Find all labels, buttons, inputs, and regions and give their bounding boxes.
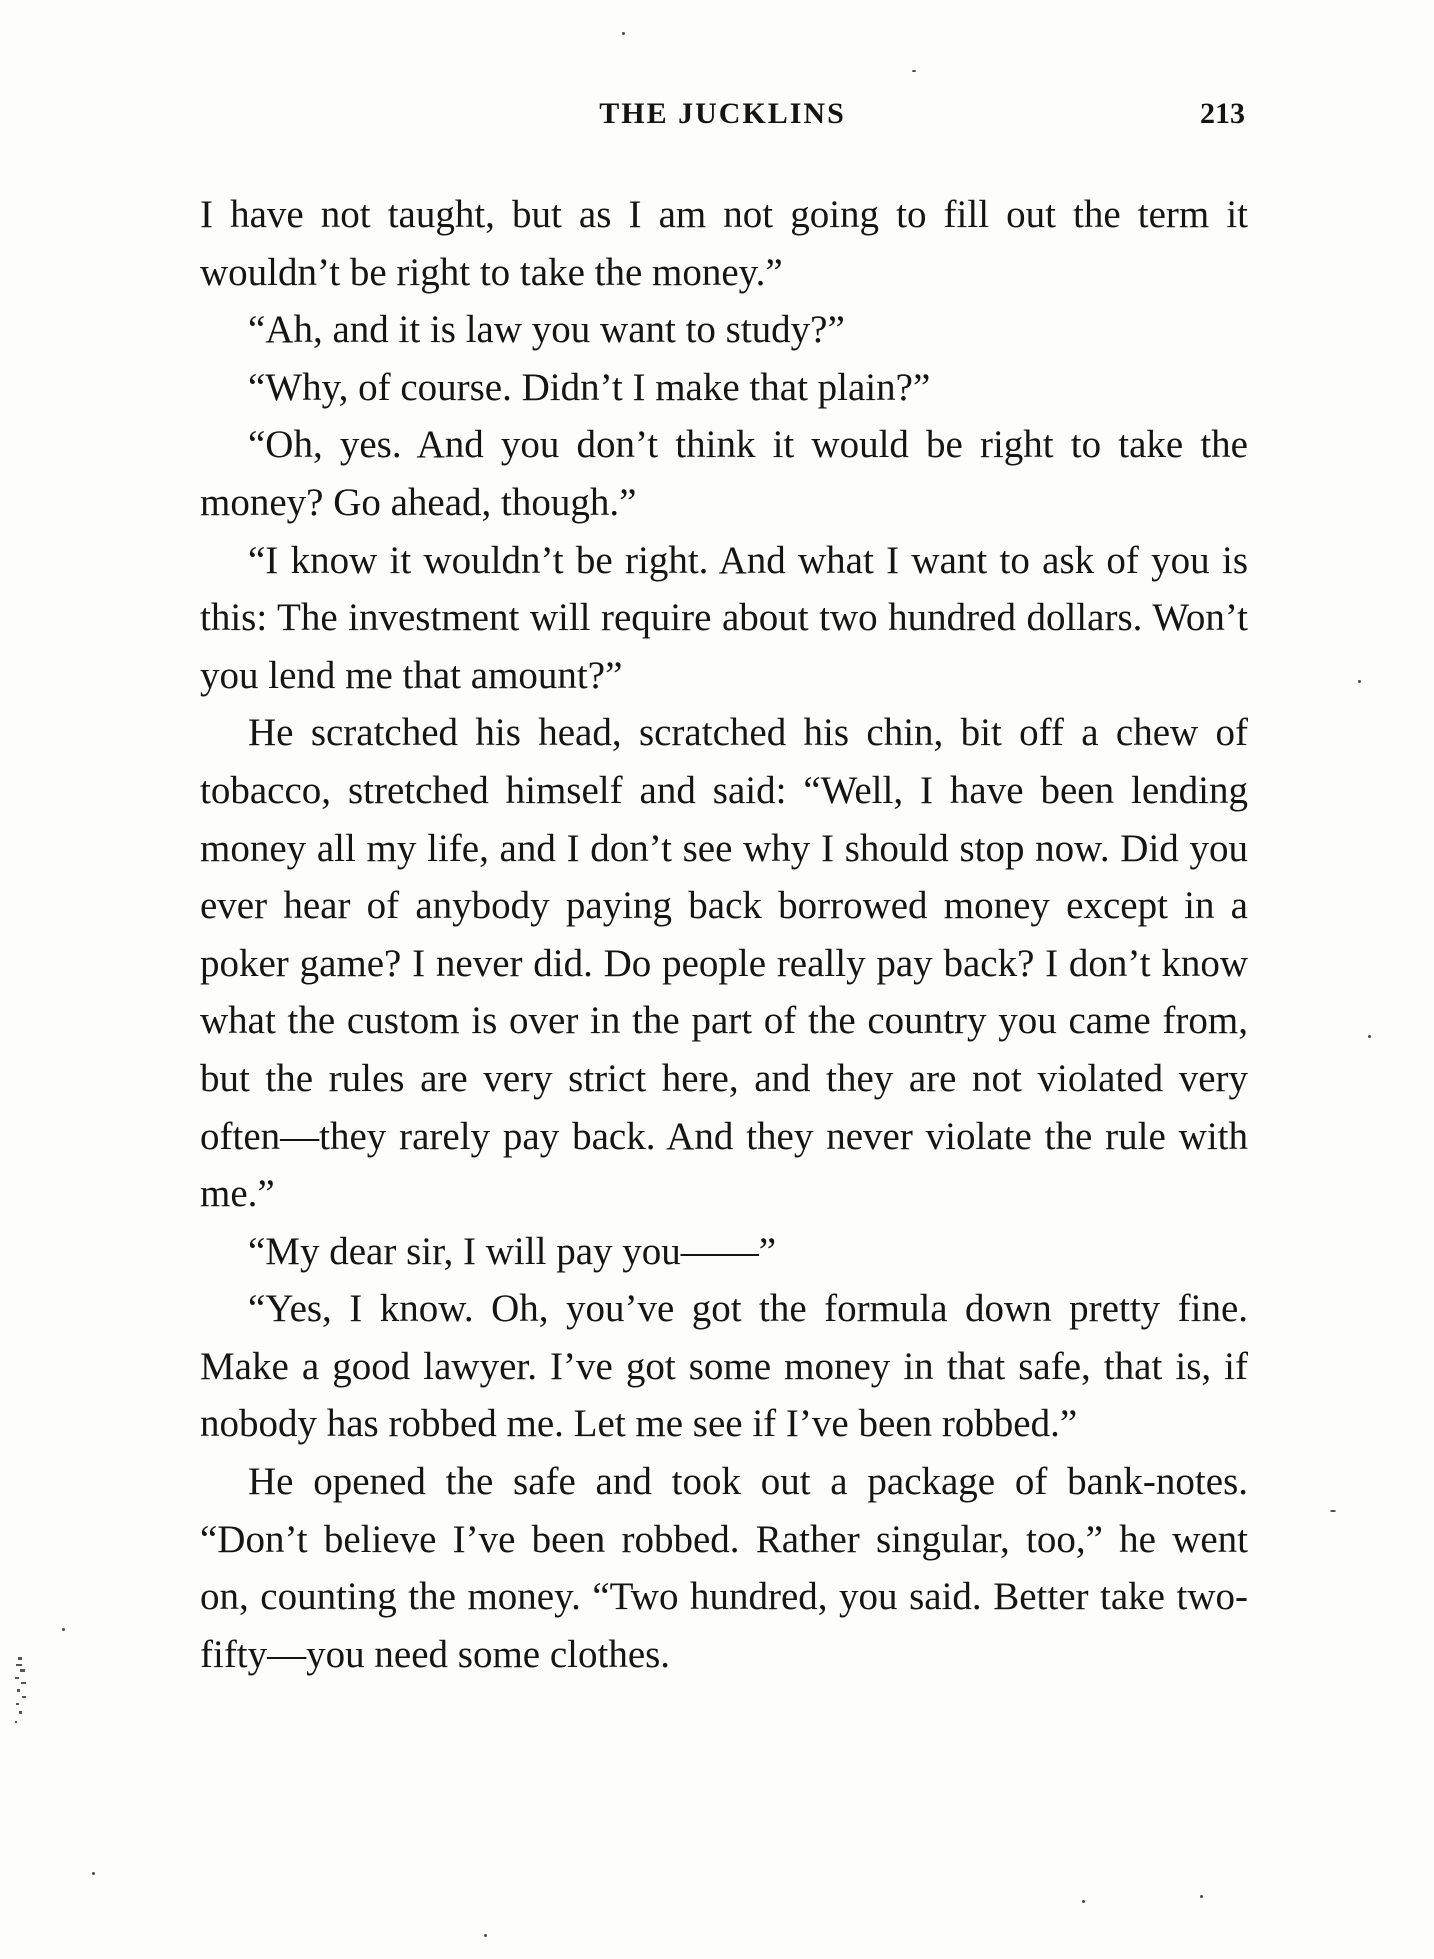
running-title: THE JUCKLINS bbox=[599, 97, 846, 130]
paragraph: “Oh, yes. And you don’t think it would be right to take the money? Go ahead, though.” bbox=[200, 423, 1248, 524]
body-text bbox=[200, 186, 1248, 1683]
scan-speck bbox=[1368, 1035, 1371, 1038]
paragraph: He scratched his head, scratched his chin, bit off a chew of tobacco, stretched himself and said: “Well, I have been lending money all my life, and I don’t see why I should stop now. Did you ever hear of anybody paying back borrowed money except in a poker game? I never did. Do people really pay back? I don’t know what the custom is over in the part of the country you came from, but the rules are very strict here, and they are not violated very often—they rarely pay back. And they never violate the rule with me.” bbox=[200, 711, 1248, 1216]
paragraph: “Why, of course. Didn’t I make that plain?” bbox=[248, 365, 931, 409]
scan-speck bbox=[1330, 1510, 1336, 1512]
paragraph: “Yes, I know. Oh, you’ve got the formula down pretty fine. Make a good lawyer. I’ve got some money in that safe, that is, if nobody has robbed me. Let me see if I’ve been robbed.” bbox=[200, 1287, 1248, 1446]
scan-speck bbox=[1358, 680, 1361, 683]
scan-speck bbox=[1082, 1900, 1085, 1903]
paragraph-continued: I have not taught, but as I am not going to fill out the term it wouldn’t be right to take the money.” bbox=[200, 193, 1248, 294]
page-number: 213 bbox=[1200, 97, 1245, 130]
margin-scan-marks bbox=[10, 1655, 34, 1735]
page-header bbox=[200, 97, 1245, 141]
paragraph: “Ah, and it is law you want to study?” bbox=[248, 308, 845, 352]
scan-speck bbox=[62, 1628, 65, 1631]
paragraph: “I know it wouldn’t be right. And what I want to ask of you is this: The investment will require about two hundred dollars. Won’t you lend me that amount?” bbox=[200, 538, 1248, 697]
scan-speck bbox=[912, 70, 916, 72]
scan-speck bbox=[484, 1934, 487, 1937]
scan-speck bbox=[92, 1872, 95, 1875]
scan-speck bbox=[622, 32, 625, 35]
scan-speck bbox=[1200, 1895, 1203, 1898]
paragraph: “My dear sir, I will pay you——” bbox=[248, 1229, 777, 1273]
paragraph: He opened the safe and took out a package of bank-notes. “Don’t believe I’ve been robbed. Rather singular, too,” he went on, counting the money. “Two hundred, you said. Better take two-fifty—you need some clothes. bbox=[200, 1460, 1248, 1676]
